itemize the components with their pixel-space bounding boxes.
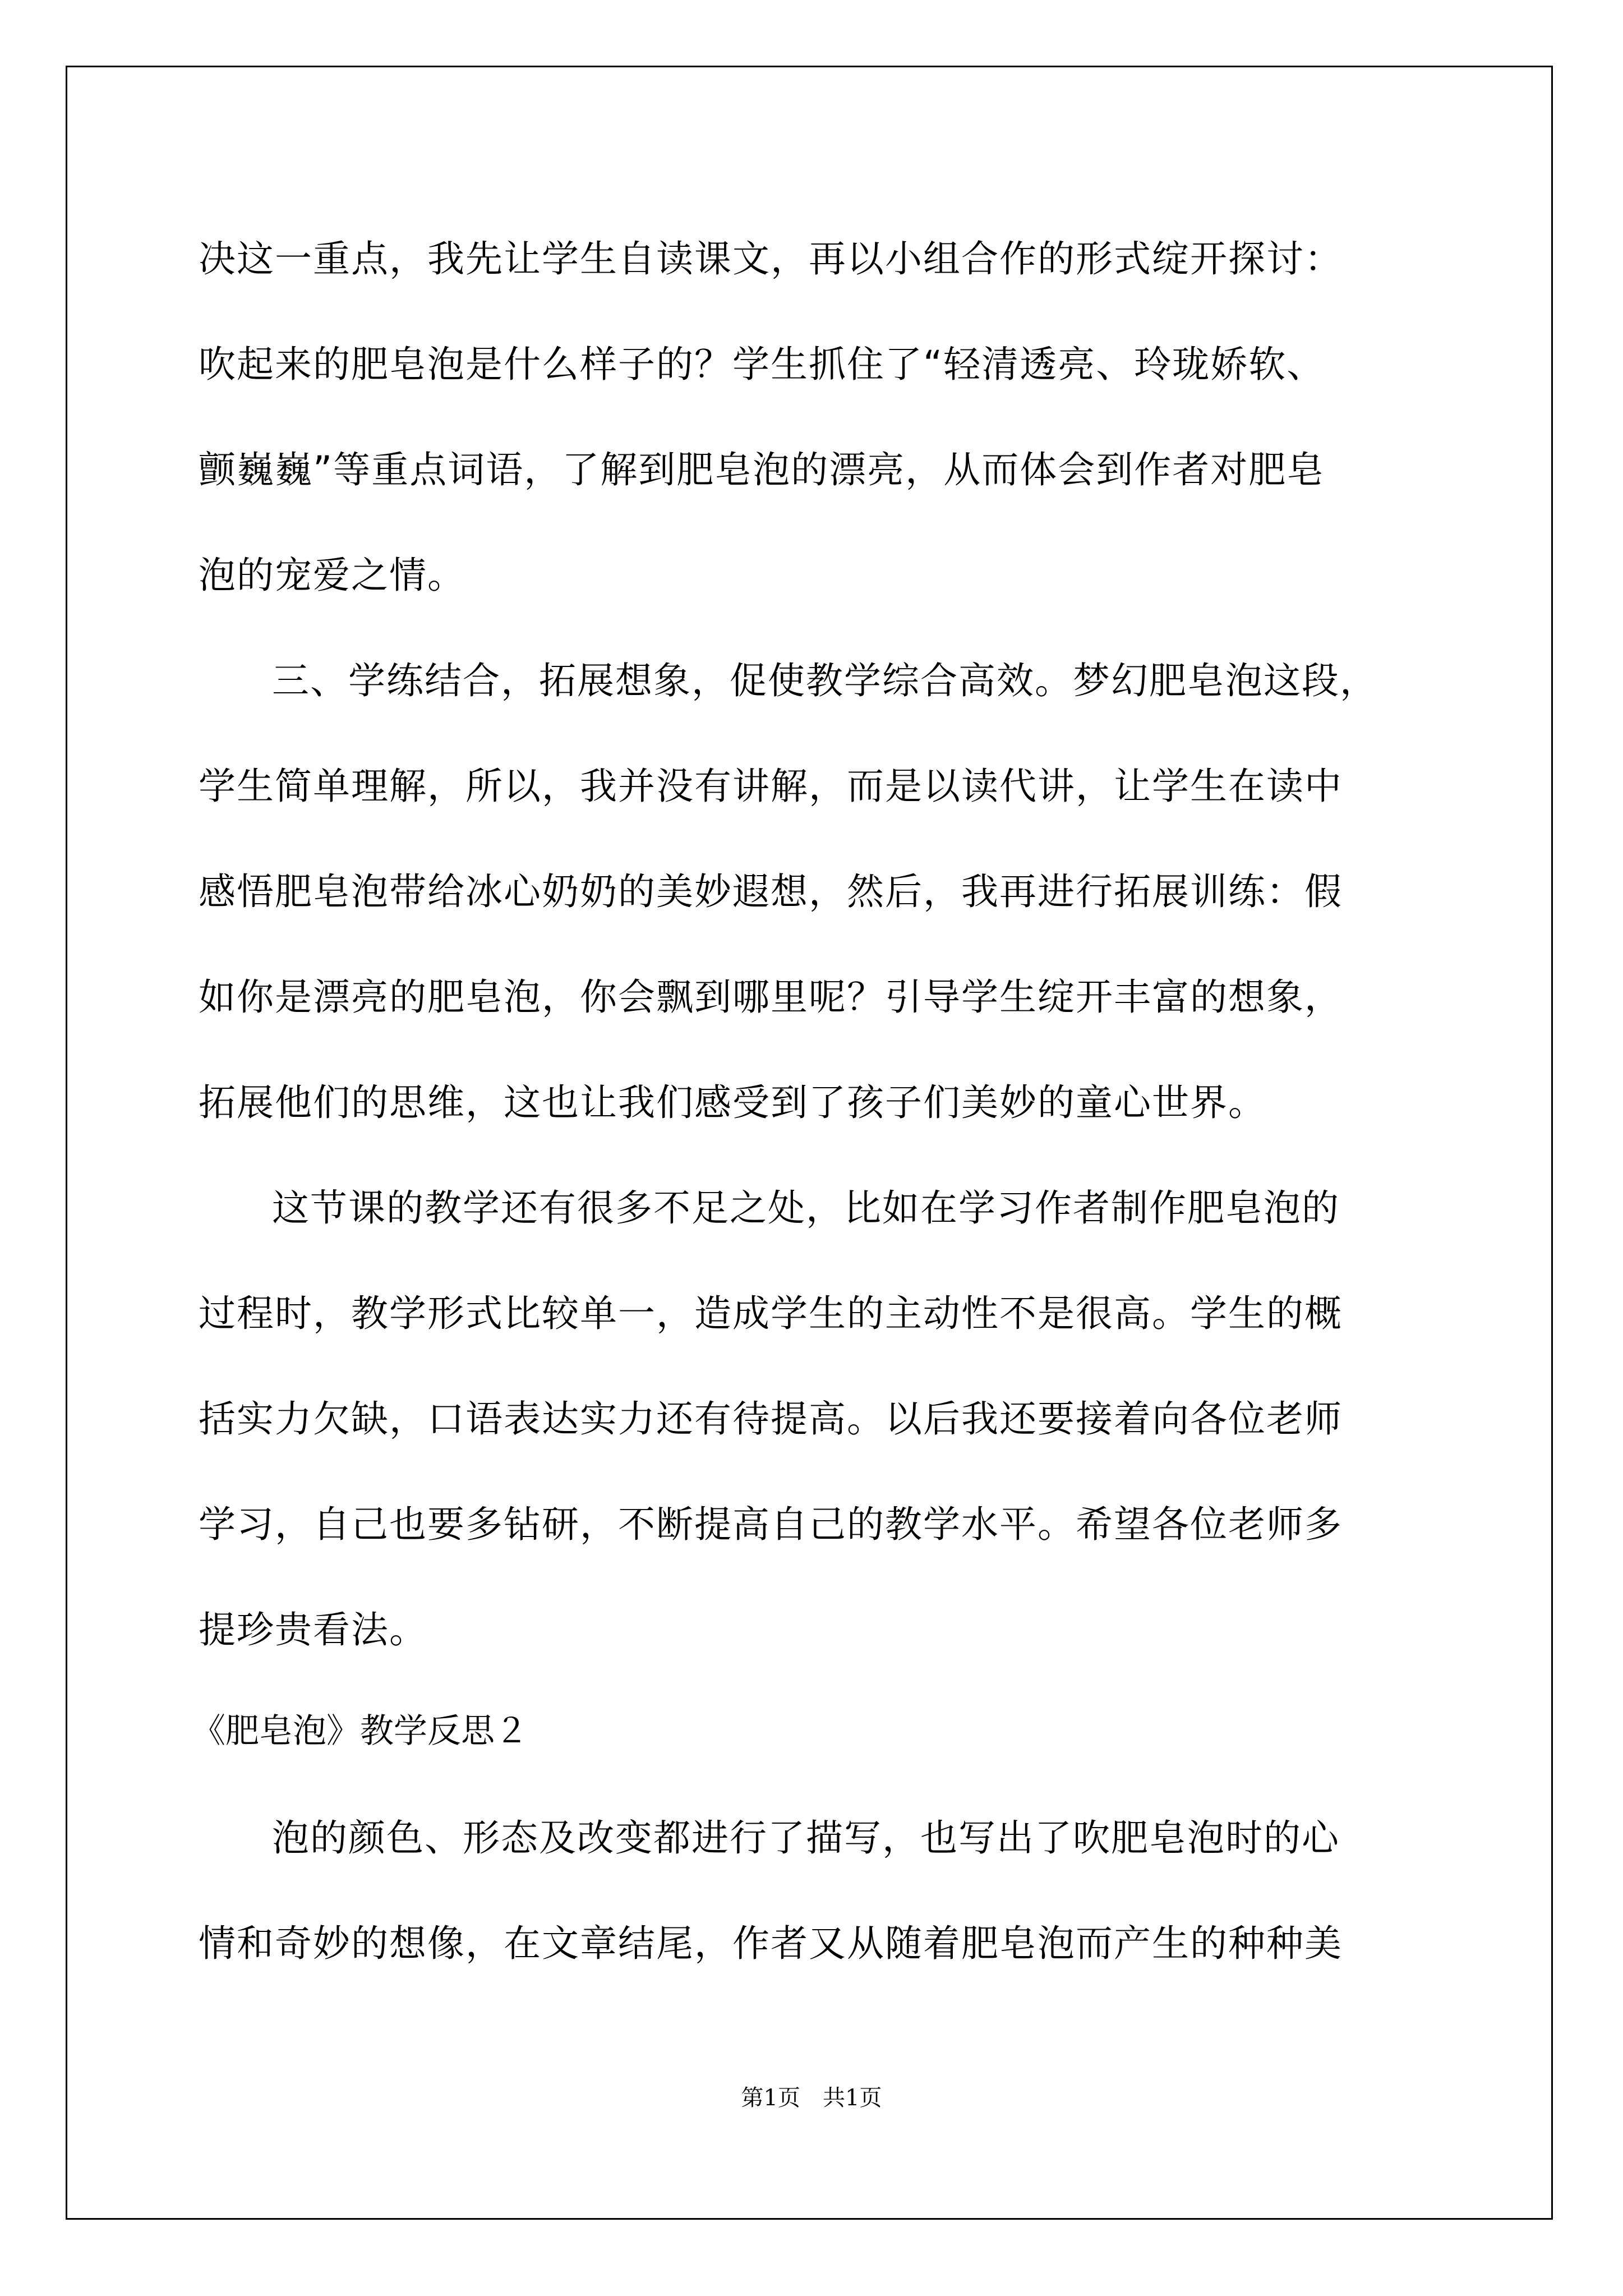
body-text-line: 泡的宠爱之情。	[199, 554, 465, 597]
page-footer: 第1页 共1页	[741, 2085, 882, 2111]
body-text-line: 感悟肥皂泡带给冰心奶奶的美妙遐想，然后，我再进行拓展训练：假	[199, 870, 1343, 913]
body-text-line: 学习，自己也要多钻研，不断提高自己的教学水平。希望各位老师多	[199, 1503, 1343, 1546]
body-text-line: 提珍贵看法。	[199, 1608, 427, 1651]
paragraph-start-line: 泡的颜色、形态及改变都进行了描写，也写出了吹肥皂泡时的心	[272, 1816, 1340, 1860]
body-text-line: 情和奇妙的想像，在文章结尾，作者又从随着肥皂泡而产生的种种美	[199, 1922, 1343, 1965]
body-text-line: 决这一重点，我先让学生自读课文，再以小组合作的形式绽开探讨：	[199, 237, 1343, 280]
body-text-line: 括实力欠缺，口语表达实力还有待提高。以后我还要接着向各位老师	[199, 1397, 1343, 1441]
section-heading: 《肥皂泡》教学反思２	[192, 1711, 528, 1751]
body-text-line: 如你是漂亮的肥皂泡，你会飘到哪里呢？引导学生绽开丰富的想象，	[199, 976, 1343, 1019]
body-text-line: 颤巍巍”等重点词语，了解到肥皂泡的漂亮，从而体会到作者对肥皂	[199, 448, 1325, 491]
body-text-line: 学生简单理解，所以，我并没有讲解，而是以读代讲，让学生在读中	[199, 765, 1343, 808]
body-text-line: 拓展他们的思维，这也让我们感受到了孩子们美妙的童心世界。	[199, 1081, 1266, 1124]
paragraph-start-line: 三、学练结合，拓展想象，促使教学综合高效。梦幻肥皂泡这段，	[272, 659, 1378, 702]
paragraph-start-line: 这节课的教学还有很多不足之处，比如在学习作者制作肥皂泡的	[272, 1186, 1340, 1230]
body-text-line: 吹起来的肥皂泡是什么样子的？学生抓住了“轻清透亮、玲珑娇软、	[199, 343, 1325, 386]
body-text-line: 过程时，教学形式比较单一，造成学生的主动性不是很高。学生的概	[199, 1292, 1343, 1335]
